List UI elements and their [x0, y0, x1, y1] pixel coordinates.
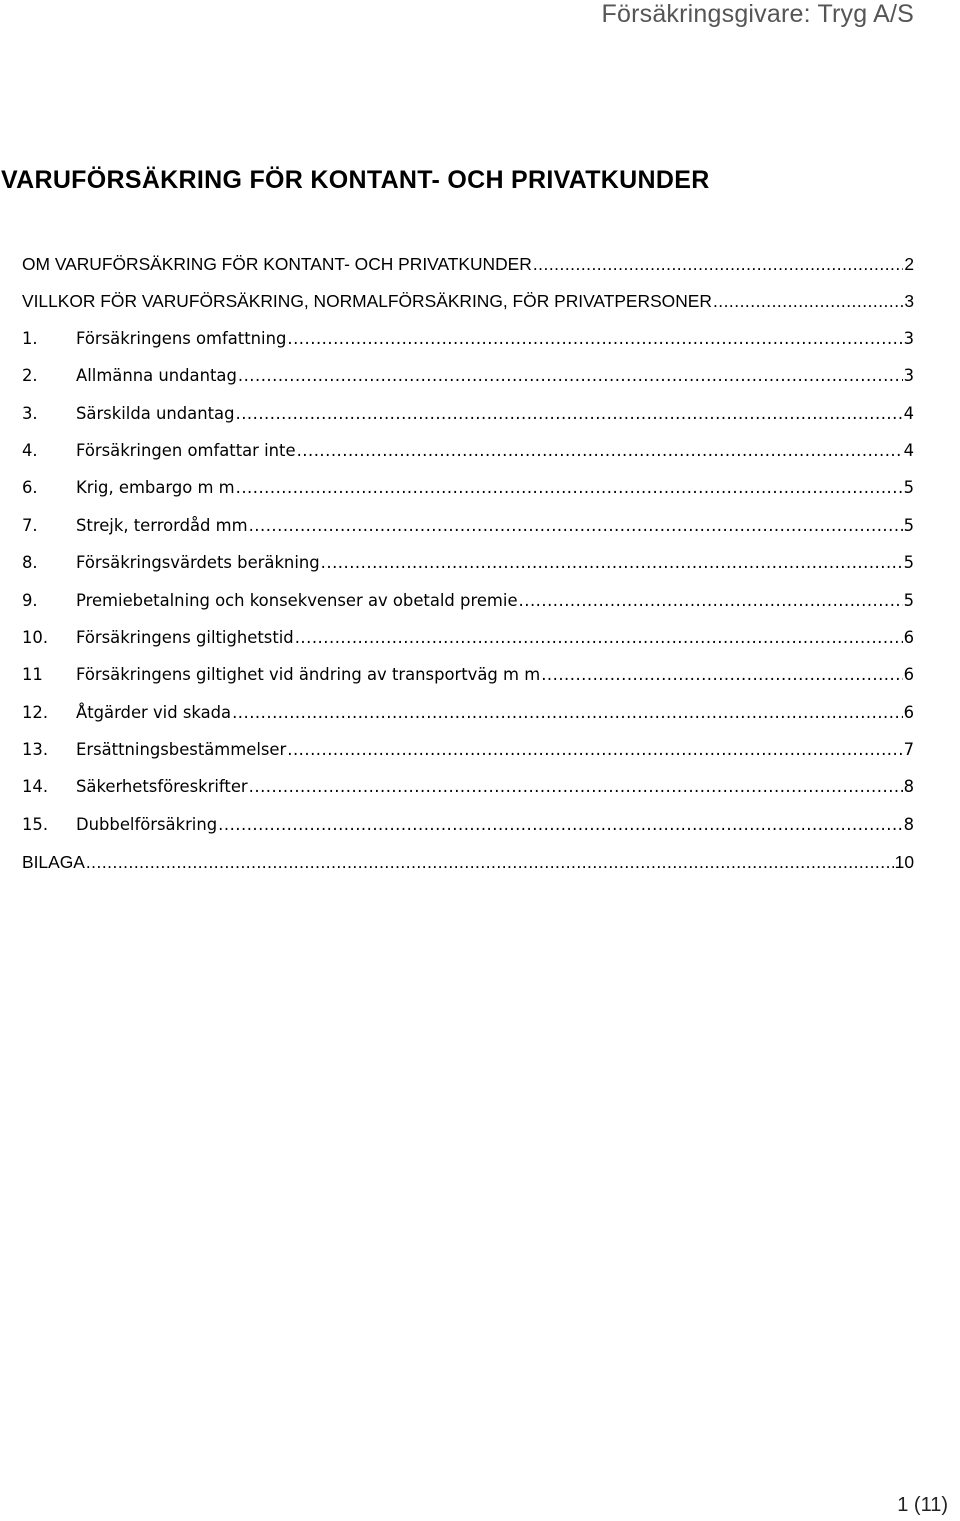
toc-entry-number: 2.: [22, 366, 38, 386]
toc-dot-leader: [541, 662, 902, 688]
toc-dot-leader: [86, 849, 894, 875]
insurer-header: Försäkringsgivare: Tryg A/S: [601, 0, 914, 28]
toc-entry-page: 3: [904, 291, 914, 312]
toc-dot-leader: [321, 550, 903, 576]
toc-dot-leader: [232, 700, 902, 726]
toc-entry[interactable]: [22, 326, 914, 363]
toc-dot-leader: [295, 625, 903, 651]
toc-entry-page: 6: [903, 627, 914, 647]
toc-entry-page: 5: [903, 553, 914, 573]
toc-entry-label: BILAGA: [22, 852, 85, 873]
toc-entry[interactable]: [22, 401, 914, 438]
toc-entry[interactable]: [22, 251, 914, 288]
toc-entry-label: VILLKOR FÖR VARUFÖRSÄKRING, NORMALFÖRSÄKRING, FÖR PRIVATPERSONER: [22, 291, 712, 312]
toc-entry-label: OM VARUFÖRSÄKRING FÖR KONTANT- OCH PRIVATKUNDER: [22, 254, 532, 274]
toc-entry-number: 6.: [22, 478, 38, 498]
toc-entry[interactable]: [22, 625, 914, 662]
toc-entry-page: 6: [903, 665, 914, 685]
toc-entry-number: 1.: [22, 328, 38, 348]
toc-dot-leader: [236, 475, 903, 501]
toc-entry-label: Försäkringens giltighetstid: [76, 627, 294, 647]
toc-entry-number: 4.: [22, 440, 38, 460]
toc-entry[interactable]: [22, 812, 914, 849]
toc-entry[interactable]: [22, 513, 914, 550]
toc-entry-page: 4: [903, 403, 914, 423]
toc-dot-leader: [287, 737, 902, 763]
toc-dot-leader: [218, 812, 902, 838]
toc-entry-page: 8: [903, 814, 914, 834]
toc-entry-number: 15.: [22, 814, 49, 834]
toc-entry-label: Åtgärder vid skada: [76, 702, 232, 722]
toc-dot-leader: [533, 251, 904, 277]
toc-dot-leader: [238, 363, 903, 389]
toc-entry-page: 10: [894, 852, 914, 873]
toc-entry-page: 3: [903, 366, 914, 386]
toc-entry-page: 4: [903, 440, 914, 460]
toc-entry-page: 8: [903, 777, 914, 797]
toc-entry-label: Dubbelförsäkring: [76, 814, 218, 834]
toc-entry-number: 14.: [22, 777, 49, 797]
toc-entry-label: Säkerhetsföreskrifter: [76, 777, 248, 797]
toc-entry-label: Strejk, terrordåd mm: [76, 515, 248, 535]
toc-entry-number: 7.: [22, 515, 38, 535]
toc-entry-page: 2: [904, 254, 914, 274]
toc-dot-leader: [519, 588, 903, 614]
toc-entry[interactable]: [22, 737, 914, 774]
document-title: VARUFÖRSÄKRING FÖR KONTANT- OCH PRIVATKUNDER: [1, 166, 710, 194]
toc-entry[interactable]: [22, 288, 914, 325]
toc-entry-label: Ersättningsbestämmelser: [76, 740, 287, 760]
toc-entry-page: 5: [903, 590, 914, 610]
toc-entry[interactable]: [22, 475, 914, 512]
toc-entry-page: 3: [903, 328, 914, 348]
toc-entry-number: 12.: [22, 702, 49, 722]
toc-entry-label: Försäkringens omfattning: [76, 328, 287, 348]
toc-entry[interactable]: [22, 700, 914, 737]
toc-entry-page: 5: [903, 478, 914, 498]
toc-entry[interactable]: [22, 849, 914, 886]
toc-dot-leader: [287, 326, 902, 352]
toc-entry-page: 6: [903, 702, 914, 722]
toc-entry-label: Försäkringsvärdets beräkning: [76, 553, 320, 573]
toc-dot-leader: [249, 774, 903, 800]
toc-entry-number: 13.: [22, 740, 49, 760]
toc-entry-label: Försäkringens giltighet vid ändring av transportväg m m: [76, 665, 541, 685]
toc-entry-label: Allmänna undantag: [76, 366, 237, 386]
toc-entry-number: 10.: [22, 627, 49, 647]
toc-entry-number: 9.: [22, 590, 38, 610]
page-indicator: 1 (11): [897, 1494, 948, 1516]
toc-entry-number: 3.: [22, 403, 38, 423]
toc-entry[interactable]: [22, 550, 914, 587]
toc-entry[interactable]: [22, 363, 914, 400]
table-of-contents: [22, 251, 914, 887]
toc-dot-leader: [235, 401, 902, 427]
toc-entry-number: 11: [22, 665, 43, 685]
toc-entry-label: Krig, embargo m m: [76, 478, 235, 498]
toc-entry-number: 8.: [22, 553, 38, 573]
toc-entry-label: Premiebetalning och konsekvenser av obetald premie: [76, 590, 518, 610]
toc-dot-leader: [713, 288, 903, 314]
toc-dot-leader: [297, 438, 903, 464]
toc-entry-label: Försäkringen omfattar inte: [76, 440, 296, 460]
toc-entry-label: Särskilda undantag: [76, 403, 235, 423]
toc-dot-leader: [249, 513, 903, 539]
toc-entry[interactable]: [22, 588, 914, 625]
toc-entry[interactable]: [22, 662, 914, 699]
toc-entry[interactable]: [22, 774, 914, 811]
toc-entry-page: 7: [903, 740, 914, 760]
toc-entry[interactable]: [22, 438, 914, 475]
toc-entry-page: 5: [903, 515, 914, 535]
